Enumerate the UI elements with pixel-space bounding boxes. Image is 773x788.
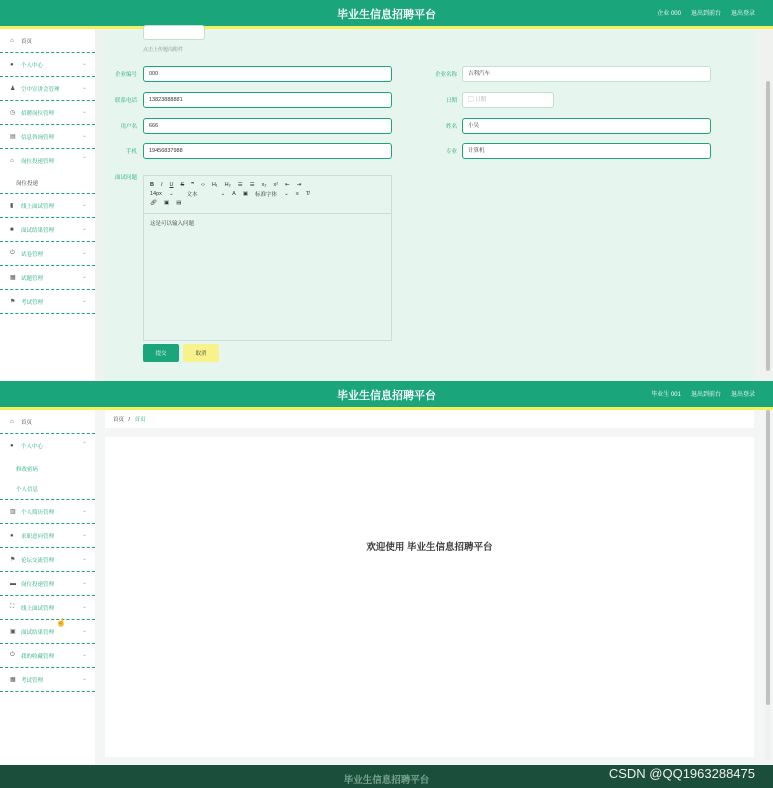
sidebar-item-label: 个人中心 <box>21 444 44 450</box>
question-label: 面试问题 <box>114 175 137 181</box>
breadcrumb-home[interactable]: 首页 <box>113 417 125 423</box>
footer-title: 毕业生信息招聘平台 <box>343 775 430 786</box>
chevron-down-icon: ⌄ <box>81 298 87 304</box>
chevron-down-icon: ⌄ <box>81 676 87 682</box>
camera-icon: ■ <box>10 226 14 233</box>
sidebar-item-home[interactable] <box>0 29 95 53</box>
sidebar-item-personal-center[interactable] <box>0 53 95 77</box>
mouse-cursor-icon: ☝ <box>56 618 66 627</box>
rich-text-editor <box>143 175 392 341</box>
company-name-label: 企业名称 <box>434 72 457 78</box>
editor-toolbar <box>144 176 391 214</box>
sidebar-subitem-application[interactable] <box>0 173 95 194</box>
scrollbar[interactable] <box>765 29 771 381</box>
username-field[interactable]: 666 <box>143 118 392 134</box>
chart-icon: ▮ <box>10 203 14 209</box>
sidebar-item-label: 面试结果管理 <box>21 227 55 234</box>
underline-icon[interactable]: U <box>169 181 174 188</box>
chevron-down-icon: ⌄ <box>220 190 226 197</box>
subscript-icon[interactable]: x₂ <box>261 181 267 188</box>
major-label: 专业 <box>445 149 457 155</box>
sidebar-item-forum-management[interactable] <box>0 548 95 572</box>
sidebar-item-label: 岗位投递 <box>16 181 39 187</box>
ordered-list-icon[interactable]: ☰ <box>237 181 243 188</box>
name-field[interactable]: 小吴 <box>462 118 711 134</box>
power-icon: ⏻ <box>10 250 15 256</box>
major-field[interactable]: 计算机 <box>462 143 711 159</box>
current-user[interactable]: 毕业生 001 <box>651 392 681 398</box>
sidebar-item-label: 考试管理 <box>21 677 44 684</box>
sidebar-item-label: 个人中心 <box>21 62 44 69</box>
sidebar-item-label: 面试结果管理 <box>21 629 55 636</box>
sidebar-item-interview-result[interactable] <box>0 218 95 242</box>
sidebar-item-label: 岗位投递管理 <box>21 159 55 165</box>
sidebar-item-resume-management[interactable] <box>0 500 95 524</box>
scrollbar-thumb[interactable] <box>766 410 770 705</box>
phone-field[interactable]: 13823888881 <box>143 92 392 108</box>
user-icon: ● <box>10 443 14 449</box>
video-icon[interactable]: ▤ <box>176 199 182 206</box>
sidebar-item-label: 空中宣讲会管理 <box>21 86 60 93</box>
top-header <box>0 0 773 26</box>
chevron-down-icon: ⌄ <box>81 508 87 514</box>
sidebar-item-label: 招聘岗位管理 <box>21 110 55 117</box>
chevron-down-icon: ⌄ <box>81 532 87 538</box>
sidebar-item-consult-management[interactable] <box>0 125 95 149</box>
graduate-home-screen <box>0 381 773 788</box>
name-label: 姓名 <box>445 124 457 130</box>
sidebar-item-job-post-management[interactable] <box>0 101 95 125</box>
upload-tip: 点击上传题岗附件 <box>143 47 184 53</box>
top-header <box>0 381 773 407</box>
chevron-up-icon: ⌃ <box>81 442 87 448</box>
cancel-button[interactable]: 取消 <box>183 344 219 362</box>
link-icon[interactable]: 🔗︎ <box>150 199 157 206</box>
scrollbar-thumb[interactable] <box>766 81 770 371</box>
logout-link[interactable]: 退出登录 <box>730 11 755 17</box>
h1-icon[interactable]: H₁ <box>211 181 218 188</box>
scrollbar[interactable] <box>765 410 771 760</box>
breadcrumb-separator: / <box>128 417 131 423</box>
chevron-down-icon: ⌄ <box>81 61 87 67</box>
company-no-label: 企业编号 <box>114 72 137 78</box>
date-picker[interactable] <box>462 92 554 108</box>
sidebar-item-paper-management[interactable] <box>0 242 95 266</box>
chevron-down-icon: ⌄ <box>81 202 87 208</box>
sidebar-item-interview-result[interactable] <box>0 620 95 644</box>
sidebar-item-label: 个人简历管理 <box>21 509 55 516</box>
font-family-select[interactable]: 标准字体 <box>255 191 278 198</box>
chevron-down-icon: ⌄ <box>81 133 87 139</box>
font-color-icon[interactable]: A <box>232 190 236 197</box>
sidebar-item-application-management[interactable] <box>0 149 95 173</box>
header-links <box>651 389 755 398</box>
sidebar-item-label: 试卷管理 <box>21 251 44 258</box>
editor-content[interactable]: 这是可以输入问题 <box>150 221 195 227</box>
bank-icon: ⌂ <box>10 158 14 164</box>
header-links <box>657 8 755 17</box>
power-icon: ⏻ <box>10 652 15 658</box>
sidebar-item-exam-management[interactable] <box>0 668 95 692</box>
sidebar-item-label: 求职意向管理 <box>21 533 55 540</box>
outdent-icon[interactable]: ⇤ <box>285 181 290 188</box>
h2-icon[interactable]: H₂ <box>224 181 231 188</box>
back-to-front-link[interactable]: 退出到前台 <box>690 11 721 17</box>
chevron-down-icon: ⌄ <box>81 226 87 232</box>
chevron-down-icon: ⌄ <box>81 556 87 562</box>
chevron-down-icon: ⌄ <box>81 580 87 586</box>
chevron-down-icon: ⌄ <box>81 85 87 91</box>
book-icon: ▤ <box>10 134 16 140</box>
date-placeholder: 日期 <box>475 97 487 103</box>
sidebar-item-question-management[interactable] <box>0 266 95 290</box>
sidebar-item-label: 试题管理 <box>21 275 44 282</box>
sidebar-item-label: 首页 <box>21 38 33 45</box>
sidebar-item-lecture-management[interactable] <box>0 77 95 101</box>
expand-icon: ⛶ <box>10 604 15 610</box>
company-name-field[interactable]: 吉利汽车 <box>462 66 711 82</box>
company-admin-screen <box>0 0 773 381</box>
submit-button[interactable]: 提交 <box>143 344 179 362</box>
sidebar-item-label: 论坛交流管理 <box>21 557 55 564</box>
clear-format-icon[interactable]: T̸ <box>305 190 310 197</box>
welcome-panel <box>105 437 754 757</box>
list-icon: ▦ <box>10 275 16 281</box>
date-label: 日期 <box>445 98 457 104</box>
logout-link[interactable]: 退出登录 <box>730 392 755 398</box>
chevron-down-icon: ⌄ <box>168 190 174 197</box>
sidebar <box>0 29 95 381</box>
image-icon[interactable]: ▣ <box>163 199 170 206</box>
code-icon[interactable]: ‹› <box>201 181 205 188</box>
sidebar-item-online-interview[interactable] <box>0 596 95 620</box>
back-to-front-link[interactable]: 退出到前台 <box>690 392 721 398</box>
welcome-message: 欢迎使用 毕业生信息招聘平台 <box>366 542 493 553</box>
sidebar-item-intention-management[interactable] <box>0 524 95 548</box>
app-title: 毕业生信息招聘平台 <box>337 9 436 21</box>
phone-label: 联系电话 <box>114 98 137 104</box>
sidebar-item-favorites[interactable] <box>0 644 95 668</box>
flag-icon: ⚑ <box>10 557 16 563</box>
sidebar-item-personal-center[interactable] <box>0 434 95 458</box>
mobile-field[interactable]: 19456837988 <box>143 143 392 159</box>
sidebar-subitem-personal-info[interactable] <box>0 479 95 500</box>
chevron-down-icon: ⌄ <box>81 652 87 658</box>
app-title: 毕业生信息招聘平台 <box>337 390 436 402</box>
calendar-icon: ▢ <box>468 97 476 103</box>
chevron-down-icon: ⌄ <box>81 250 87 256</box>
sidebar-item-label: 个人信息 <box>16 487 39 493</box>
trash-icon: ▥ <box>10 509 16 515</box>
sidebar-item-label: 线上面试管理 <box>21 203 55 210</box>
sidebar-item-home[interactable] <box>0 410 95 434</box>
chevron-down-icon: ⌄ <box>81 604 87 610</box>
sidebar-item-label: 修改密码 <box>16 466 39 473</box>
font-size-select[interactable]: 14px <box>150 190 162 197</box>
home-icon: ⌂ <box>10 37 14 44</box>
mobile-label: 手机 <box>125 149 137 155</box>
sidebar-item-online-interview[interactable] <box>0 194 95 218</box>
bold-icon[interactable]: B <box>150 181 154 188</box>
chevron-down-icon: ⌄ <box>81 109 87 115</box>
sidebar-item-label: 我的收藏管理 <box>21 653 55 660</box>
clock-icon: ◷ <box>10 110 16 116</box>
current-user[interactable]: 企业 000 <box>657 11 681 17</box>
indent-icon[interactable]: ⇥ <box>296 181 302 188</box>
chevron-down-icon: ⌄ <box>81 628 87 634</box>
italic-icon[interactable]: I <box>160 181 163 188</box>
sidebar-item-label: 信息咨询管理 <box>21 134 55 141</box>
doc-icon: ▣ <box>10 629 16 635</box>
home-icon: ⌂ <box>10 418 14 425</box>
superscript-icon[interactable]: x² <box>273 181 279 188</box>
highlight-icon[interactable]: ▣ <box>242 190 249 197</box>
flag-icon: ⚑ <box>10 299 16 305</box>
monitor-icon: ▬ <box>10 580 16 587</box>
breadcrumb <box>105 410 754 428</box>
strike-icon[interactable]: S <box>180 181 185 188</box>
quote-icon[interactable]: ❞ <box>191 181 195 188</box>
list-icon: ▦ <box>10 677 16 683</box>
chevron-down-icon: ⌄ <box>81 274 87 280</box>
sidebar-item-exam-management[interactable] <box>0 290 95 314</box>
chevron-down-icon: ⌄ <box>284 190 289 197</box>
bulb-icon: ● <box>10 532 14 539</box>
sidebar-item-label: 岗位投递管理 <box>21 581 55 588</box>
text-style-select[interactable]: 文本 <box>186 191 198 198</box>
username-label: 用户名 <box>120 124 137 130</box>
sidebar-item-label: 线上面试管理 <box>21 605 55 612</box>
chevron-up-icon: ⌃ <box>81 157 87 163</box>
align-icon[interactable]: ≡ <box>295 190 299 197</box>
person-icon: ♟ <box>10 86 16 92</box>
user-icon: ● <box>10 61 14 68</box>
sidebar-item-application-management[interactable] <box>0 572 95 596</box>
upload-box[interactable] <box>143 25 205 40</box>
breadcrumb-current: 首页 <box>134 417 146 423</box>
watermark: CSDN @QQ1963288475 <box>608 766 755 781</box>
sidebar <box>0 410 95 788</box>
footer <box>0 765 773 788</box>
sidebar-item-label: 首页 <box>21 419 33 426</box>
sidebar-subitem-change-password[interactable] <box>0 458 95 479</box>
bullet-list-icon[interactable]: ☰ <box>249 181 255 188</box>
company-no-field[interactable]: 000 <box>143 66 392 82</box>
application-form <box>105 29 755 381</box>
sidebar-item-label: 考试管理 <box>21 299 44 306</box>
